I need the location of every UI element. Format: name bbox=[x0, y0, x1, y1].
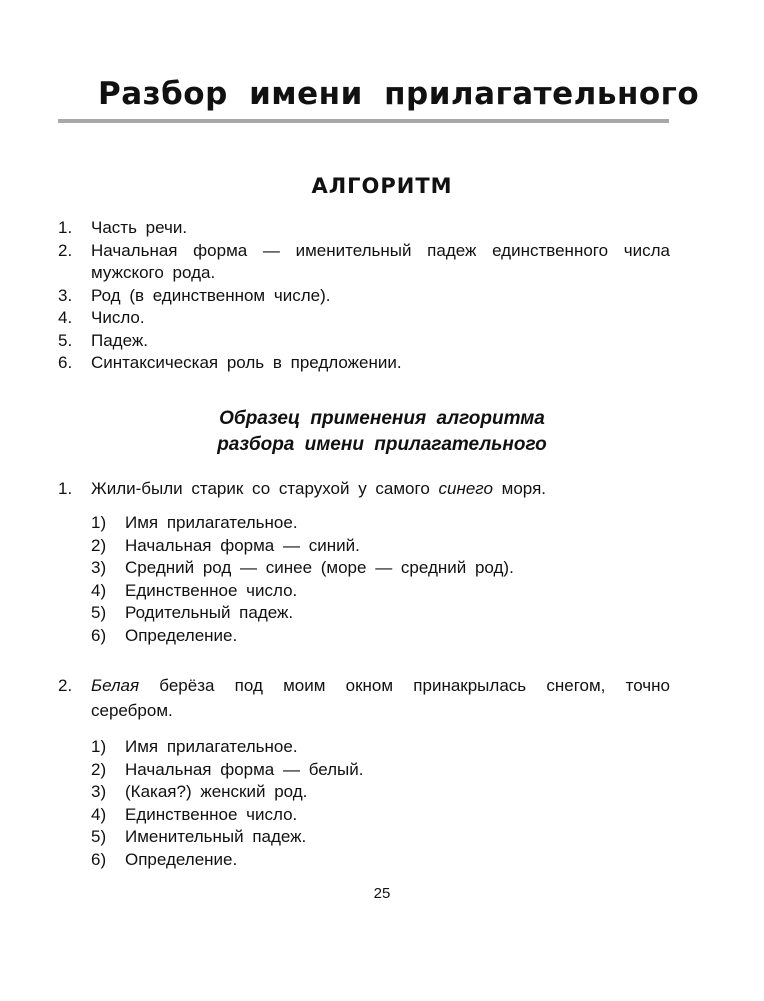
step-text: Именительный падеж. bbox=[125, 827, 307, 846]
step-number: 2) bbox=[91, 535, 107, 555]
list-item bbox=[91, 580, 651, 603]
step-text: Средний род — синее (море — средний род). bbox=[125, 558, 514, 577]
list-item bbox=[91, 781, 651, 804]
step-number: 5) bbox=[91, 827, 107, 846]
list-item bbox=[91, 557, 651, 580]
item-text: Число. bbox=[91, 308, 145, 327]
item-text: Падеж. bbox=[91, 330, 148, 350]
example-sentence bbox=[58, 673, 670, 723]
item-number: 4. bbox=[58, 308, 73, 327]
highlighted-adjective: синего bbox=[438, 479, 493, 498]
step-text: Определение. bbox=[125, 849, 238, 869]
list-item bbox=[91, 512, 651, 535]
list-item bbox=[58, 285, 670, 308]
item-number: 5. bbox=[58, 330, 73, 350]
item-text: Род (в единственном числе). bbox=[91, 285, 331, 305]
step-number: 1) bbox=[91, 737, 107, 756]
list-item bbox=[58, 352, 670, 375]
sample-heading-line: Образец применения алгоритма bbox=[219, 408, 545, 429]
algorithm-heading: АЛГОРИТМ bbox=[311, 174, 453, 198]
step-text: Единственное число. bbox=[125, 804, 298, 824]
step-text: Начальная форма — синий. bbox=[125, 535, 360, 555]
step-number: 4) bbox=[91, 804, 107, 824]
algorithm-list bbox=[58, 217, 670, 375]
step-number: 1) bbox=[91, 513, 107, 532]
step-text: Имя прилагательное. bbox=[125, 513, 298, 532]
step-text: (Какая?) женский род. bbox=[125, 782, 308, 801]
sentence-text: моря. bbox=[492, 479, 546, 498]
step-text: Имя прилагательное. bbox=[125, 737, 298, 756]
step-text: Начальная форма — белый. bbox=[125, 759, 364, 779]
step-number: 5) bbox=[91, 603, 107, 622]
sample-heading bbox=[0, 406, 764, 458]
list-item bbox=[91, 625, 651, 648]
list-item bbox=[58, 240, 670, 285]
item-number: 3. bbox=[58, 285, 73, 305]
step-number: 2) bbox=[91, 759, 107, 779]
step-number: 6) bbox=[91, 625, 107, 645]
item-number: 1. bbox=[58, 218, 73, 237]
title-underline bbox=[58, 119, 669, 123]
step-number: 4) bbox=[91, 580, 107, 600]
step-text: Родительный падеж. bbox=[125, 603, 294, 622]
example-analysis-list bbox=[91, 512, 651, 647]
item-text: Начальная форма — именительный падеж единственного числа мужского рода. bbox=[91, 240, 670, 282]
step-number: 3) bbox=[91, 558, 107, 577]
example-sentence bbox=[58, 476, 670, 501]
list-item bbox=[91, 736, 651, 759]
example-analysis-list bbox=[91, 736, 651, 871]
list-item bbox=[91, 535, 651, 558]
page-title: Разбор имени прилагательного bbox=[98, 76, 700, 112]
item-text: Часть речи. bbox=[91, 218, 188, 237]
item-number: 2. bbox=[58, 240, 73, 260]
list-item bbox=[91, 826, 651, 849]
step-text: Определение. bbox=[125, 625, 238, 645]
list-item bbox=[58, 217, 670, 240]
list-item bbox=[58, 330, 670, 353]
list-item bbox=[91, 759, 651, 782]
sample-heading-line: разбора имени прилагательного bbox=[217, 434, 547, 455]
step-text: Единственное число. bbox=[125, 580, 298, 600]
list-item bbox=[91, 804, 651, 827]
item-number: 6. bbox=[58, 353, 73, 372]
example-number: 2. bbox=[58, 676, 73, 695]
list-item bbox=[91, 602, 651, 625]
sentence-text: берёза под моим окном принакрылась снегом, точно серебром. bbox=[91, 676, 670, 720]
step-number: 6) bbox=[91, 849, 107, 869]
highlighted-adjective: Белая bbox=[91, 676, 140, 695]
list-item bbox=[58, 307, 670, 330]
sentence-text: Жили-были старик со старухой у самого bbox=[91, 479, 439, 498]
step-number: 3) bbox=[91, 782, 107, 801]
item-text: Синтаксическая роль в предложении. bbox=[91, 353, 402, 372]
list-item bbox=[91, 849, 651, 872]
page-number: 25 bbox=[373, 885, 391, 902]
example-number: 1. bbox=[58, 479, 73, 498]
